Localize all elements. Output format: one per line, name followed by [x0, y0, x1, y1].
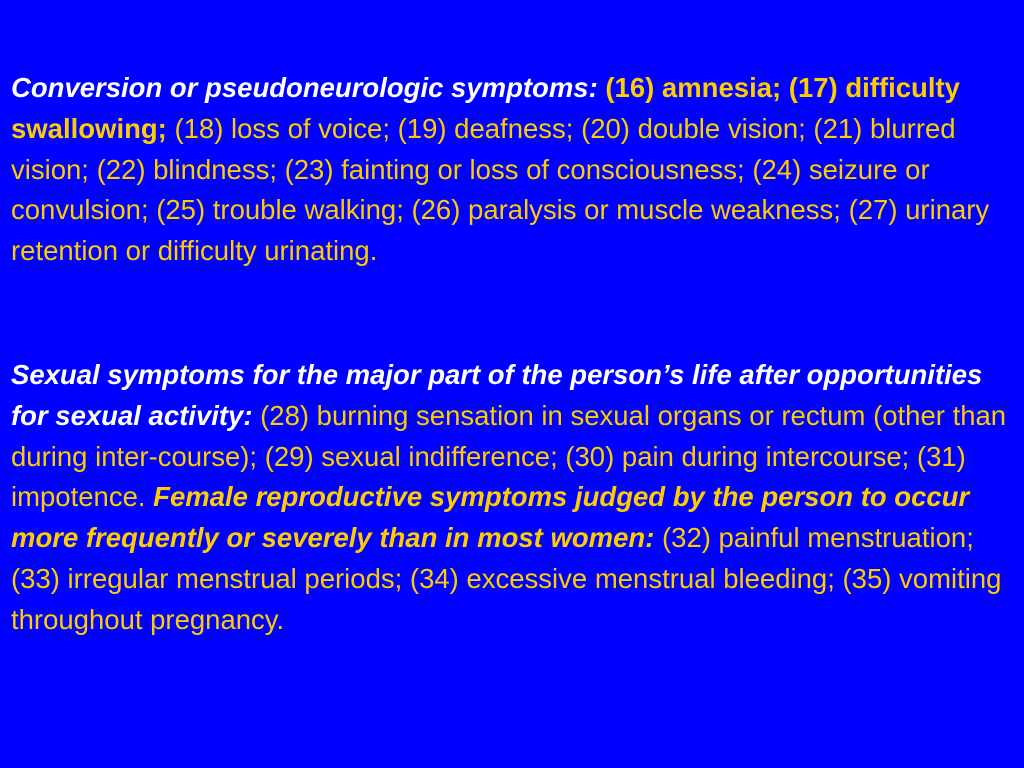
sexual-heading: Sexual symptoms for the major part of the person’s life after opportunities for sexual activity: [11, 359, 983, 431]
conversion-bold-items: (16) amnesia; (17) difficulty swallowing; [11, 72, 960, 144]
sexual-symptoms-paragraph [11, 355, 1011, 641]
conversion-symptoms-paragraph [11, 68, 1011, 272]
sexual-items: (28) burning sensation in sexual organs or rectum (other than during inter-course); (29) sexual indifference; (30) pain during intercourse; (31) impotence. [11, 399, 1007, 513]
conversion-items: (18) loss of voice; (19) deafness; (20) double vision; (21) blurred vision; (22) blindness; (23) fainting or loss of consciousness; (24) seizure or convulsion; (25) trouble walking; (26) paralysis or muscle weakness; (27) urinary retention or difficulty urinating. [11, 112, 990, 267]
female-items: (32) painful menstruation; (33) irregular menstrual periods; (34) excessive menstrual bleeding; (35) vomiting throughout pregnancy. [11, 522, 1002, 635]
conversion-heading: Conversion or pseudoneurologic symptoms: [11, 72, 598, 103]
female-heading: Female reproductive symptoms judged by the person to occur more frequently or severely than in most women: [11, 481, 970, 554]
